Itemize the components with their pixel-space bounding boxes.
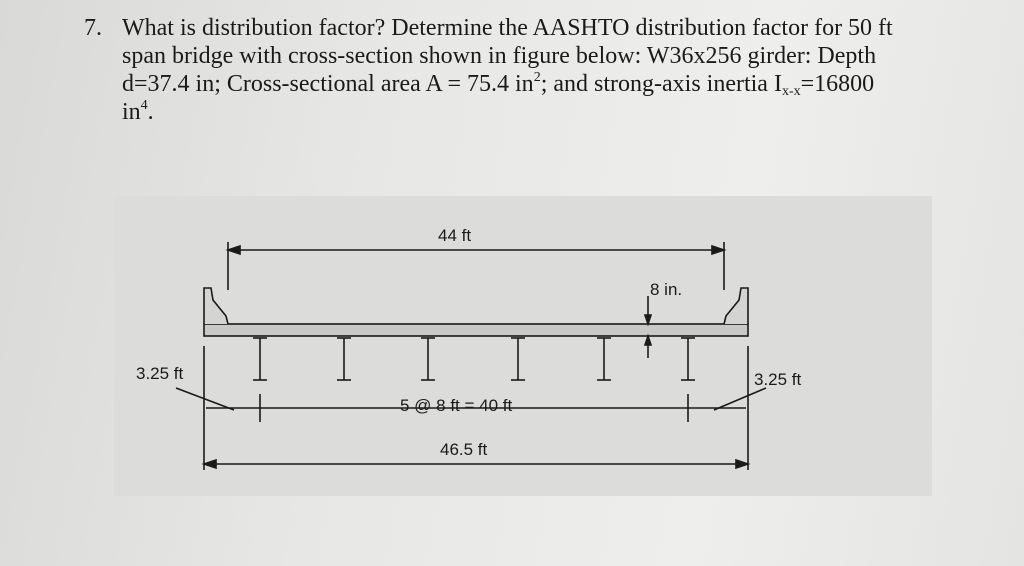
girder-1 <box>253 338 267 380</box>
slab-arrowhead-top <box>645 315 651 324</box>
dim-label-overhang-right: 3.25 ft <box>754 370 802 389</box>
area-exponent: 2 <box>533 70 541 85</box>
question-line-3 <box>122 70 1002 98</box>
question-line-4-b: . <box>147 99 154 125</box>
dim-label-girder-spacing: 5 @ 8 ft = 40 ft <box>400 396 513 415</box>
question-line-3-a: d=37.4 in; Cross-sectional area A = 75.4 in <box>122 71 534 97</box>
leader-left-overhang <box>176 388 234 410</box>
arrow-right-total <box>736 460 748 468</box>
question-number: 7. <box>84 15 102 41</box>
girder-5 <box>597 338 611 380</box>
arrow-left-total <box>204 460 216 468</box>
question-line-3-b: ; and strong-axis inertia I <box>540 71 782 97</box>
question-line-3-c: =16800 <box>800 71 875 97</box>
dim-label-overhang-left: 3.25 ft <box>136 364 184 383</box>
dim-label-slab-thickness: 8 in. <box>650 280 683 299</box>
barrier-left <box>204 288 228 324</box>
girder-2 <box>337 338 351 380</box>
arrow-left-44ft <box>228 246 240 254</box>
bridge-cross-section-figure <box>114 196 932 496</box>
inertia-exponent: 4 <box>140 98 148 113</box>
question-line-2: span bridge with cross-section shown in figure below: W36x256 girder: Depth <box>122 43 877 69</box>
deck-slab <box>204 324 748 336</box>
girder-4 <box>511 338 525 380</box>
barrier-right <box>724 288 748 324</box>
girder-3 <box>421 338 435 380</box>
inertia-subscript: x-x <box>781 84 801 99</box>
question-line-1: What is distribution factor? Determine the AASHTO distribution factor for 50 ft <box>122 15 893 41</box>
dim-label-total-width: 46.5 ft <box>440 440 488 459</box>
bridge-cross-section-drawing <box>114 196 932 496</box>
question-line-4 <box>122 98 1002 126</box>
girder-6 <box>681 338 695 380</box>
leader-right-overhang <box>714 388 766 410</box>
question-line-4-a: in <box>122 99 141 125</box>
question-text <box>122 14 1002 126</box>
slab-arrowhead-bottom <box>645 336 651 345</box>
arrow-right-44ft <box>712 246 724 254</box>
dim-label-44ft: 44 ft <box>438 226 472 245</box>
